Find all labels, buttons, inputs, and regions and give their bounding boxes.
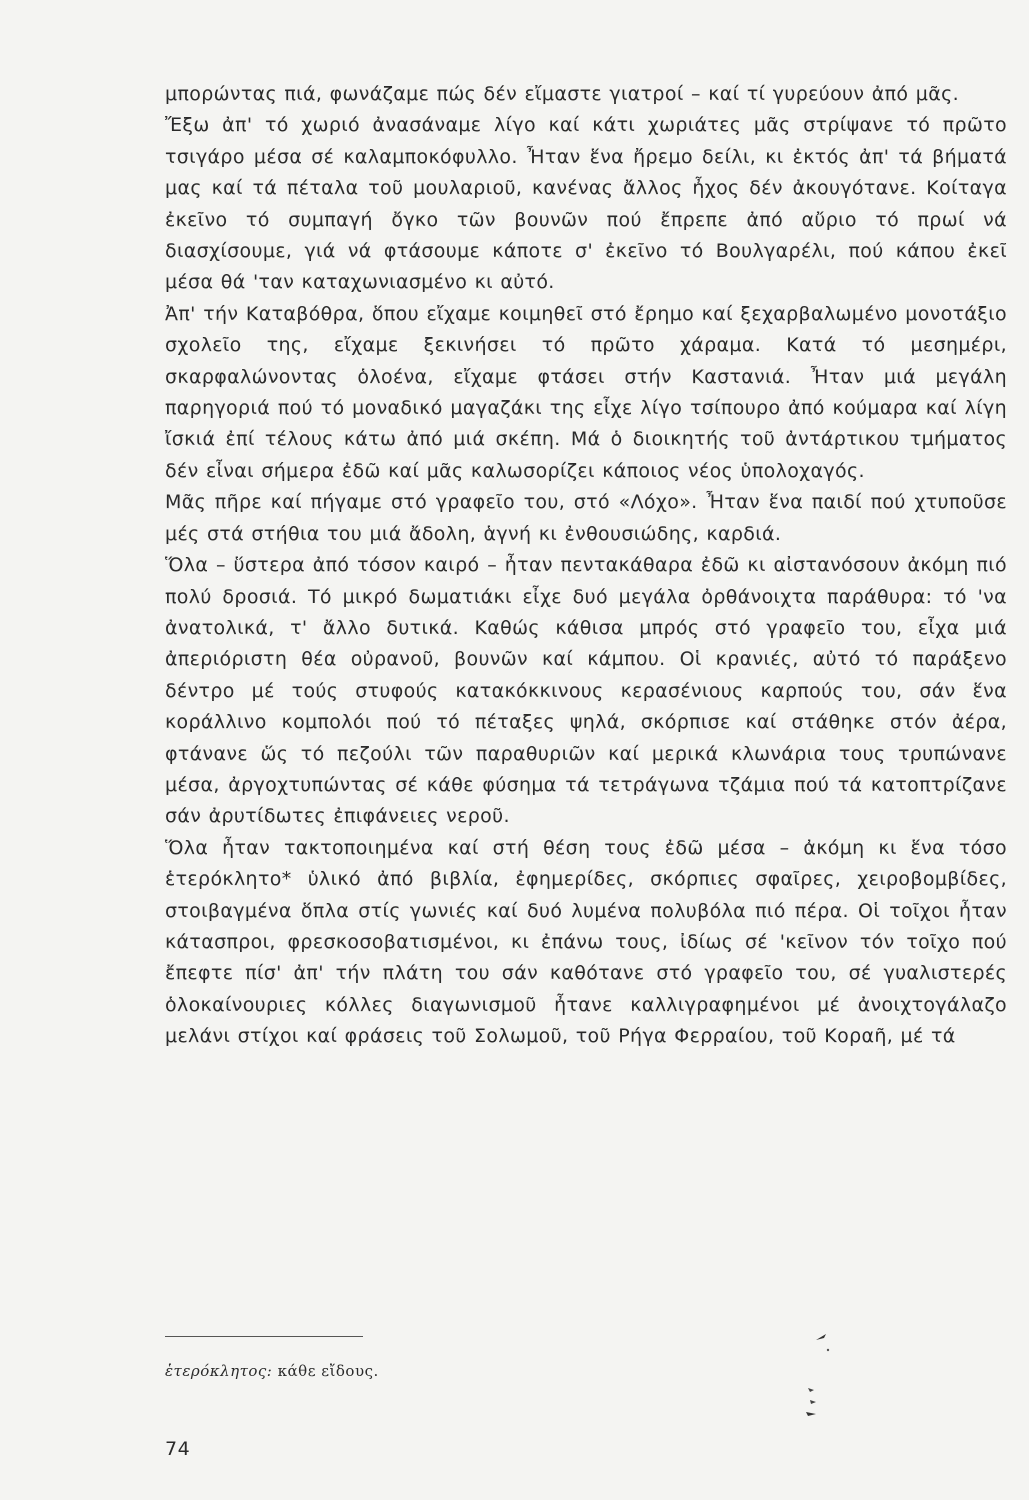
footnote-term: ἑτερόκλητος: — [165, 1362, 273, 1380]
paragraph-4: Μᾶς πῆρε καί πήγαμε στό γραφεῖο του, στό «Λόχο». Ἦταν ἕνα παιδί πού χτυποῦσε μές στά στήθια του μιά ἄδολη, ἁγνή κι ἐνθουσιώδης, καρδιά. — [165, 491, 1007, 545]
body-text — [165, 79, 1007, 1053]
scan-specks — [780, 1320, 840, 1430]
paragraph-5: Ὅλα – ὕστερα ἀπό τόσον καιρό – ἦταν πεντακάθαρα ἐδῶ κι αἰστανόσουν ἀκόμη πιό πολύ δροσιά. Τό μικρό δωματιάκι εἶχε δυό μεγάλα ὀρθάνοιχτα παράθυρα: τό 'να ἀνατολικά, τ' ἄλλο δυτικά. Καθώς κάθισα μπρός στό γραφεῖο του, εἶχα μιά ἀπεριόριστη θέα οὐρανοῦ, βουνῶν καί κάμπου. Οἱ κρανιές, αὐτό τό παράξενο δέντρο μέ τούς στυφούς κατακόκκινους κερασένιους καρπούς του, σάν ἕνα κοράλλινο κομπολόι πού τό πέταξες ψηλά, σκόρπισε καί στάθηκε στόν ἀέρα, φτάνανε ὥς τό πεζούλι τῶν παραθυριῶν καί μερικά κλωνάρια τους τρυπώνανε μέσα, ἀργοχτυπώντας σέ κάθε φύσημα τά τετράγωνα τζάμια πού τά κατοπτρίζανε σάν ἀρυτίδωτες ἐπιφάνειες νεροῦ. — [165, 554, 1007, 828]
page-number: 74 — [165, 1438, 191, 1460]
paragraph-6: Ὅλα ἦταν τακτοποιημένα καί στή θέση τους ἐδῶ μέσα – ἀκόμη κι ἕνα τόσο ἑτερόκλητο* ὑλικό ἀπό βιβλία, ἐφημερίδες, σκόρπιες σφαῖρες, χειροβομβίδες, στοιβαγμένα ὅπλα στίς γωνιές καί δυό λυμένα πολυβόλα πιό πέρα. Οἱ τοῖχοι ἦταν κάτασπροι, φρεσκοσοβατισμένοι, κι ἐπάνω τους, ἰδίως σέ 'κεῖνον τόν τοῖχο πού ἔπεφτε πίσ' ἀπ' τήν πλάτη του σάν καθότανε στό γραφεῖο του, σέ γυαλιστερές ὁλοκαίνουριες κόλλες διαγωνισμοῦ ἦτανε καλλιγραφημένοι μέ ἀνοιχτογάλαζο μελάνι στίχοι καί φράσεις τοῦ Σολωμοῦ, τοῦ Ρήγα Φερραίου, τοῦ Κοραῆ, μέ τά — [165, 836, 1007, 1048]
paragraph-3: Ἀπ' τήν Καταβόθρα, ὅπου εἴχαμε κοιμηθεῖ στό ἔρημο καί ξεχαρβαλωμένο μονοτάξιο σχολεῖο της, εἴχαμε ξεκινήσει τό πρῶτο χάραμα. Κατά τό μεσημέρι, σκαρφαλώνοντας ὁλοένα, εἴχαμε φτάσει στήν Καστανιά. Ἦταν μιά μεγάλη παρηγοριά πού τό μοναδικό μαγαζάκι της εἶχε λίγο τσίπουρο ἀπό κούμαρα καί λίγη ἴσκιά ἐπί τέλους κάτω ἀπό μιά σκέπη. Μά ὁ διοικητής τοῦ ἀντάρτικου τμήματος δέν εἶναι σήμερα ἐδῶ καί μᾶς καλωσορίζει κάποιος νέος ὑπολοχαγός. — [165, 302, 1007, 482]
footnote-definition: κάθε εἴδους. — [277, 1362, 379, 1380]
paragraph-1: μπορώντας πιά, φωνάζαμε πώς δέν εἴμαστε γιατροί – καί τί γυρεύουν ἀπό μᾶς. — [165, 83, 959, 105]
footnote-divider — [165, 1336, 363, 1337]
paragraph-2: Ἔξω ἀπ' τό χωριό ἀνασάναμε λίγο καί κάτι χωριάτες μᾶς στρίψανε τό πρῶτο τσιγάρο μέσα σέ καλαμποκόφυλλο. Ἦταν ἕνα ἤρεμο δείλι, κι ἐκτός ἀπ' τά βήματά μας καί τά πέταλα τοῦ μουλαριοῦ, κανένας ἄλλος ἦχος δέν ἀκουγότανε. Κοίταγα ἐκεῖνο τό συμπαγή ὄγκο τῶν βουνῶν πού ἔπρεπε ἀπό αὔριο τό πρωί νά διασχίσουμε, γιά νά φτάσουμε κάποτε σ' ἐκεῖνο τό Βουλγαρέλι, πού κάπου ἐκεῖ μέσα θά 'ταν καταχωνιασμένο κι αὐτό. — [165, 114, 1007, 294]
footnote — [165, 1362, 379, 1380]
